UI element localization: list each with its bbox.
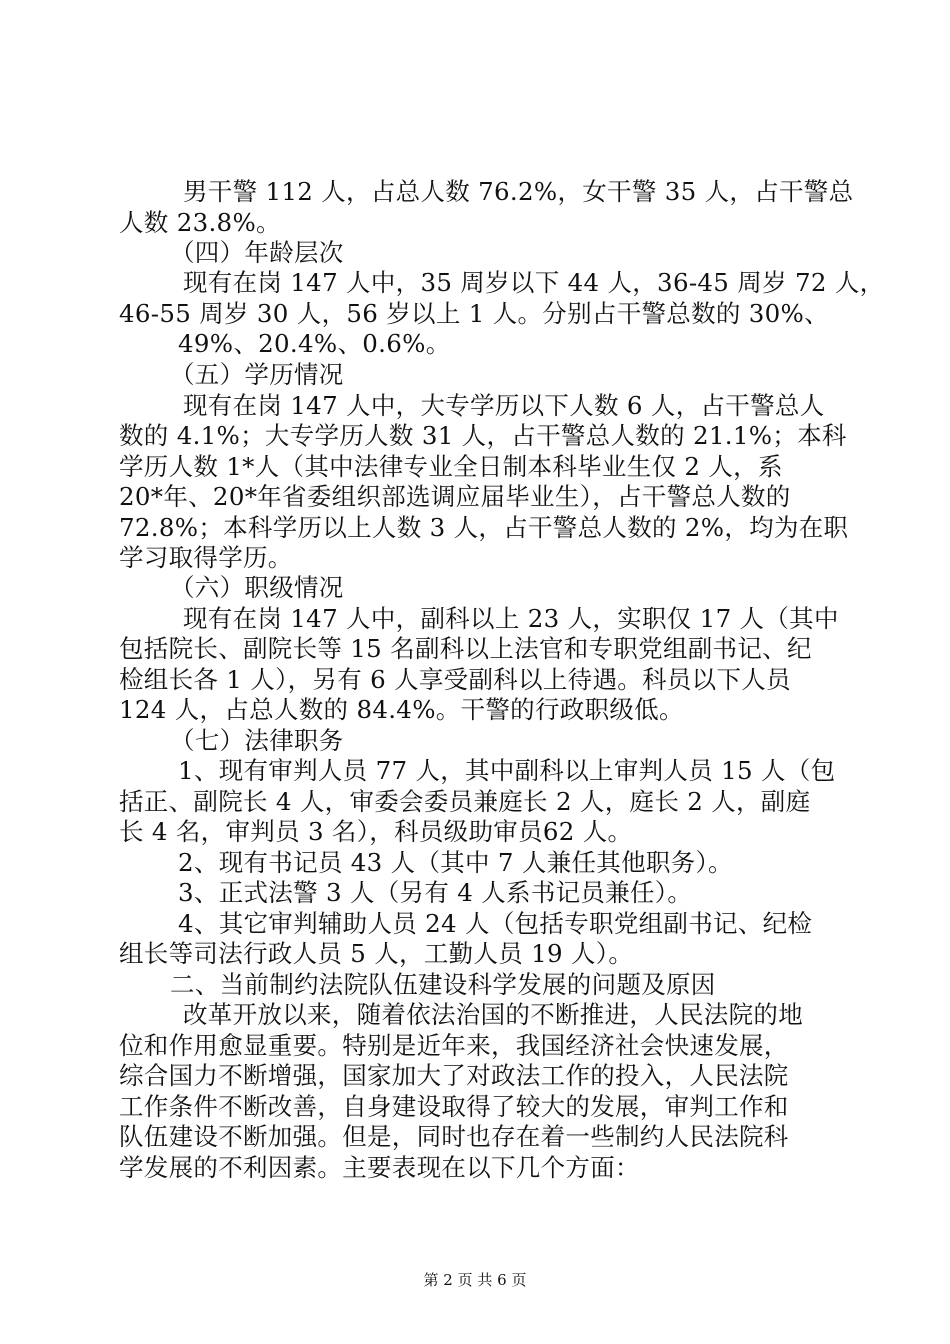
paragraph-line: 3、正式法警 3 人（另有 4 人系书记员兼任）。 [178,878,693,907]
paragraph-line: 位和作用愈显重要。特别是近年来，我国经济社会快速发展， [119,1031,789,1060]
paragraph-line: 工作条件不断改善，自身建设取得了较大的发展，审判工作和 [119,1092,789,1121]
paragraph-line: 学发展的不利因素。主要表现在以下几个方面： [119,1153,640,1182]
paragraph-line: 1、现有审判人员 77 人，其中副科以上审判人员 15 人（包 [178,756,836,785]
paragraph-line: 72.8%；本科学历以上人数 3 人，占干警总人数的 2%，均为在职 [119,513,849,542]
page-footer [0,1270,950,1290]
paragraph-line: 括正、副院长 4 人，审委会委员兼庭长 2 人，庭长 2 人，副庭 [119,787,811,816]
section-heading: （七）法律职务 [170,726,344,755]
paragraph-line: 20*年、20*年省委组织部选调应届毕业生），占干警总人数的 [119,482,791,511]
paragraph-line: 包括院长、副院长等 15 名副科以上法官和专职党组副书记、纪 [119,634,812,663]
paragraph-line: 人数 23.8%。 [119,208,281,237]
paragraph-line: 队伍建设不断加强。但是，同时也存在着一些制约人民法院科 [119,1122,789,1151]
paragraph-line: 长 4 名，审判员 3 名），科员级助审员62 人。 [119,817,633,846]
paragraph-line: 男干警 112 人，占总人数 76.2%，女干警 35 人，占干警总 [183,177,854,206]
paragraph-line: 综合国力不断增强，国家加大了对政法工作的投入，人民法院 [119,1061,789,1090]
paragraph-line: 学习取得学历。 [119,543,293,572]
paragraph-line: 124 人，占总人数的 84.4%。干警的行政职级低。 [119,695,684,724]
section-heading: （六）职级情况 [170,573,344,602]
page-number: 第 2 页 共 6 页 [423,1271,527,1289]
section-heading: 二、当前制约法院队伍建设科学发展的问题及原因 [170,970,716,999]
paragraph-line: 46-55 周岁 30 人，56 岁以上 1 人。分别占干警总数的 30%、 [119,299,829,328]
section-heading: （四）年龄层次 [170,238,344,267]
paragraph-line: 现有在岗 147 人中，35 周岁以下 44 人，36-45 周岁 72 人， [183,268,885,297]
paragraph-line: 现有在岗 147 人中，大专学历以下人数 6 人，占干警总人 [183,391,825,420]
section-heading: （五）学历情况 [170,360,344,389]
paragraph-line: 检组长各 1 人），另有 6 人享受副科以上待遇。科员以下人员 [119,665,791,694]
paragraph-line: 组长等司法行政人员 5 人，工勤人员 19 人）。 [119,939,634,968]
paragraph-line: 数的 4.1%；大专学历人数 31 人，占干警总人数的 21.1%；本科 [119,421,847,450]
paragraph-line: 2、现有书记员 43 人（其中 7 人兼任其他职务）。 [178,848,733,877]
paragraph-line: 改革开放以来，随着依法治国的不断推进，人民法院的地 [183,1000,803,1029]
paragraph-line: 现有在岗 147 人中，副科以上 23 人，实职仅 17 人（其中 [183,604,839,633]
paragraph-line: 49%、20.4%、0.6%。 [178,329,451,358]
paragraph-line: 4、其它审判辅助人员 24 人（包括专职党组副书记、纪检 [178,909,813,938]
paragraph-line: 学历人数 1*人（其中法律专业全日制本科毕业生仅 2 人，系 [119,452,783,481]
